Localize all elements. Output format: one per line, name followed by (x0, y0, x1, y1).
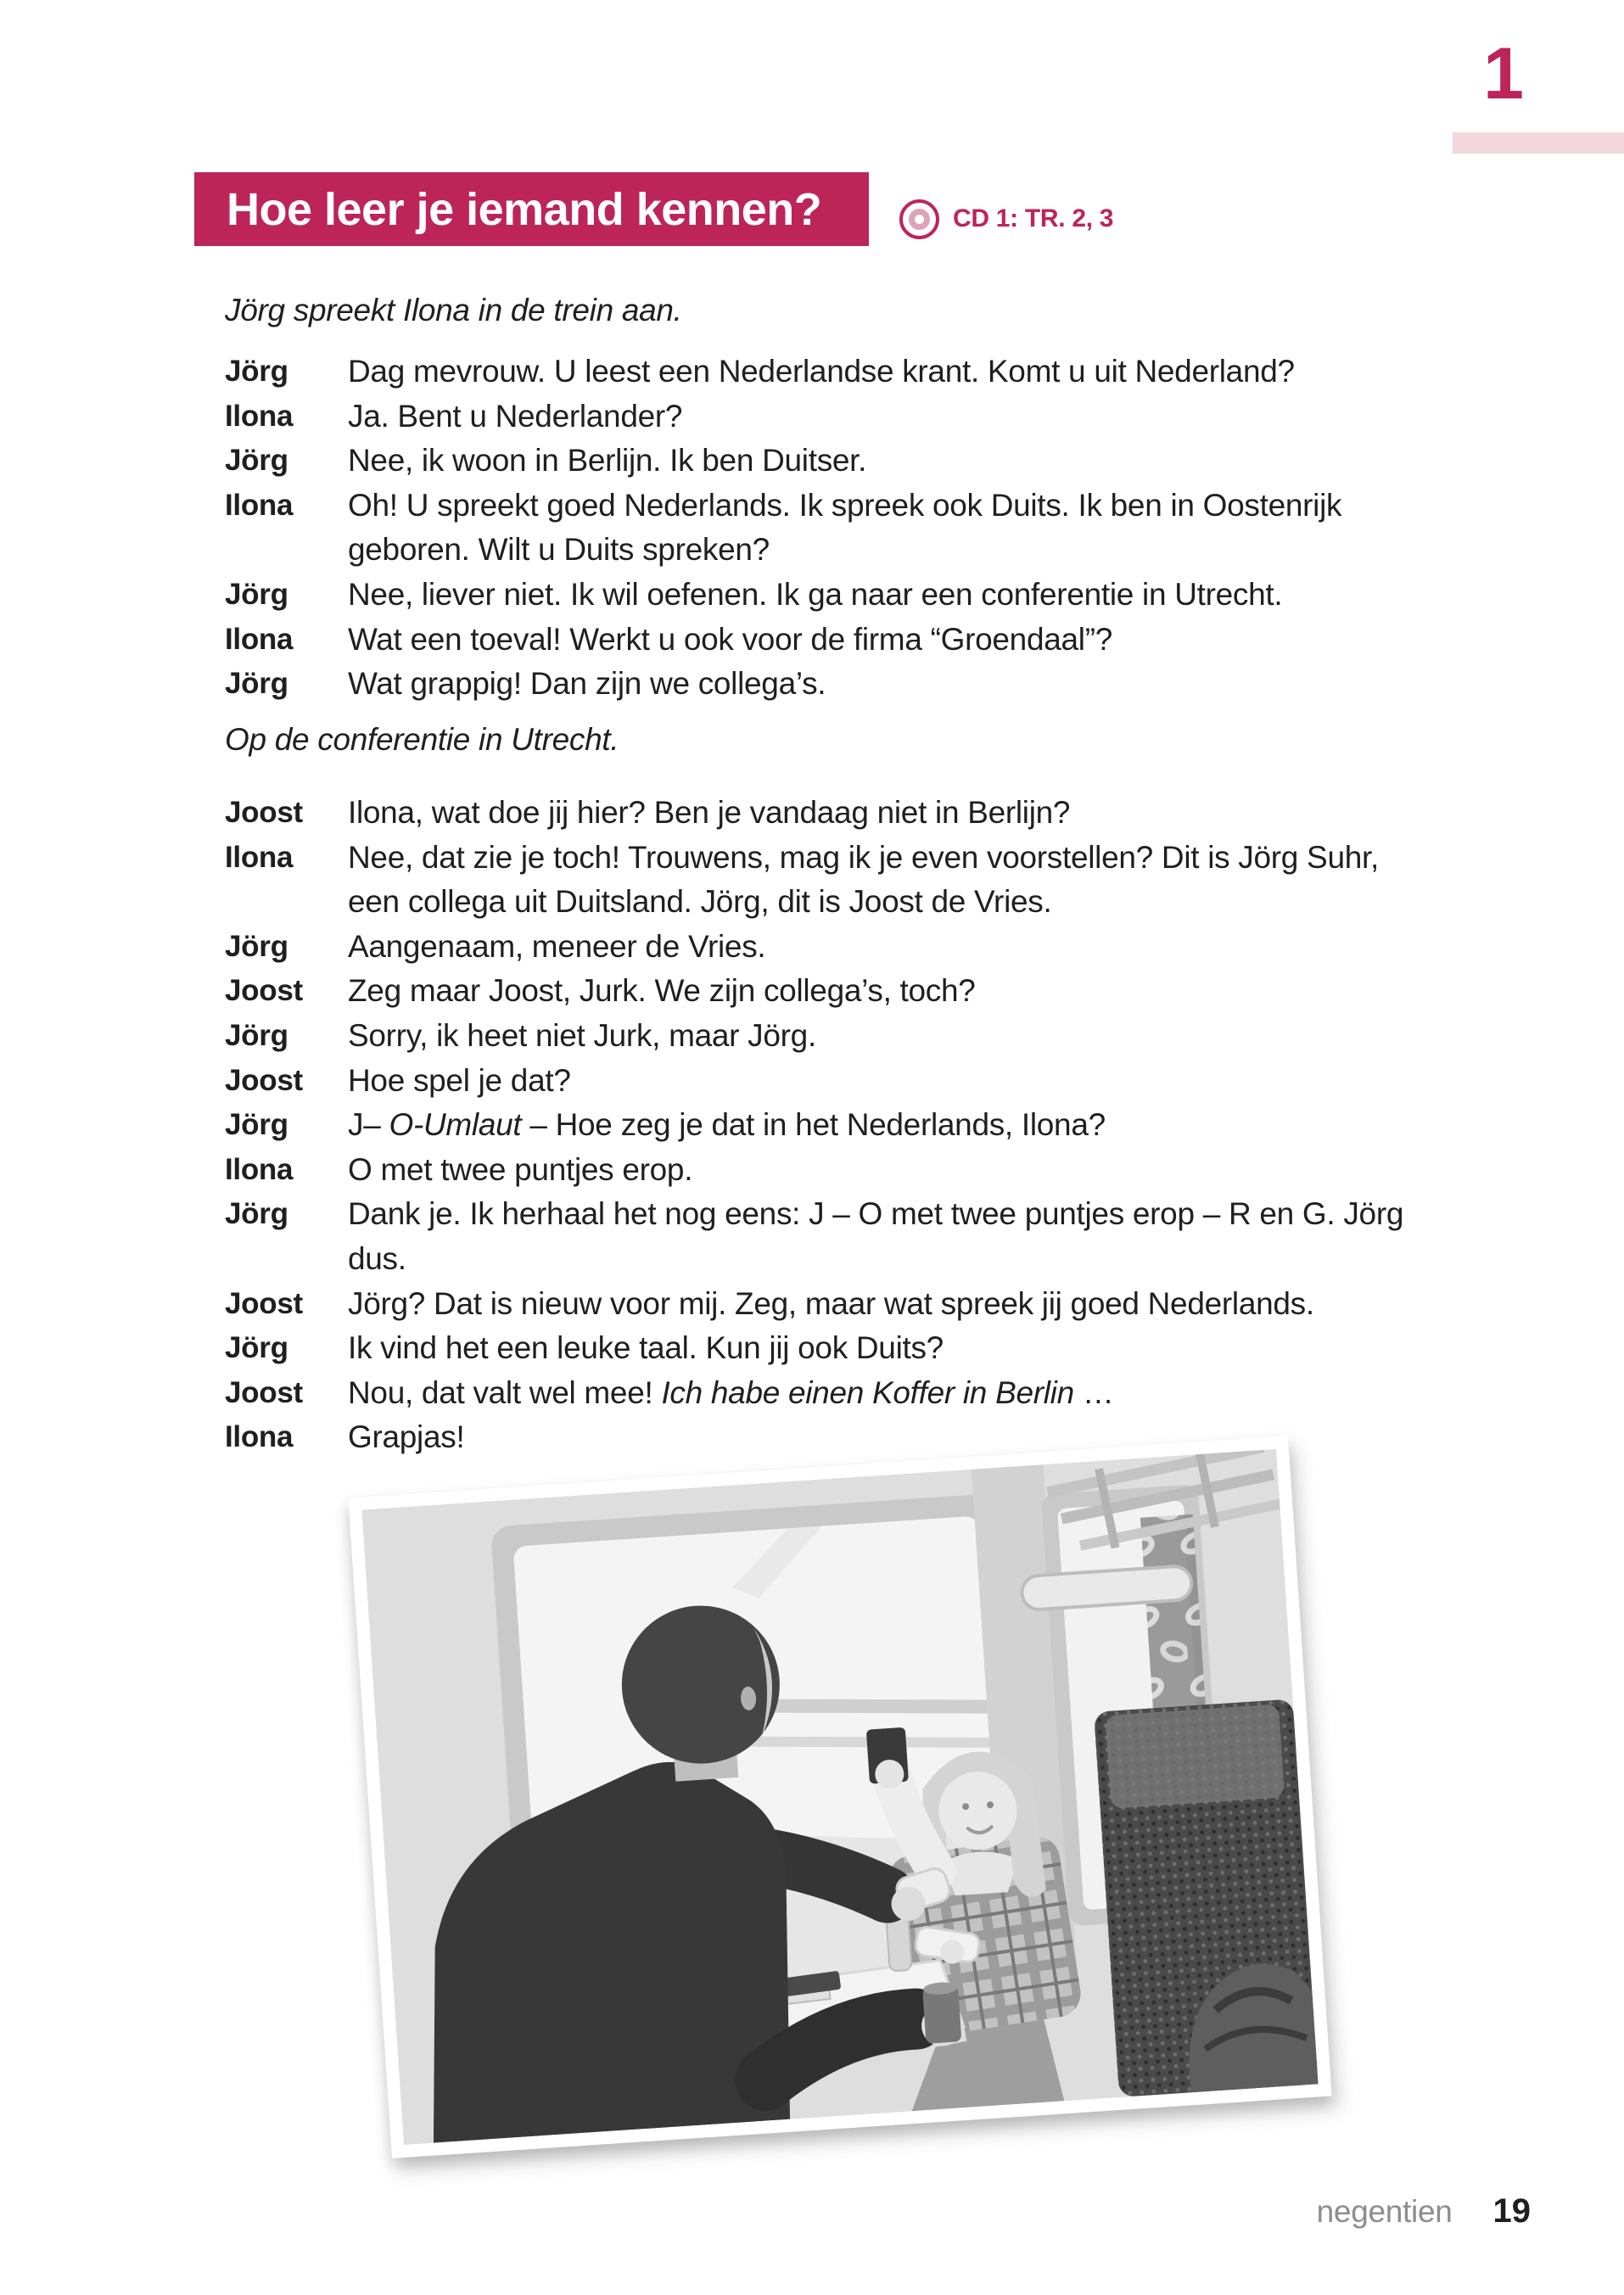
dialogue-line (225, 1103, 1403, 1148)
dialogue-segment: J– (348, 1107, 389, 1143)
dialogue-text (348, 395, 682, 439)
dialogue-line (225, 1059, 1403, 1104)
dialogue-segment: Oh! U spreekt goed Nederlands. Ik spreek ook Duits. Ik ben in Oostenrijk (348, 487, 1342, 523)
dialogue-text (348, 1014, 816, 1059)
speaker-label: Ilona (225, 399, 294, 433)
dialogue-segment: Nee, dat zie je toch! Trouwens, mag ik je even voorstellen? Dit is Jörg Suhr, (348, 839, 1379, 875)
dialogue-text (348, 1282, 1314, 1327)
dialogue-line (225, 1192, 1403, 1281)
dialogue-italic-segment: Ich habe einen Koffer in Berlin (661, 1374, 1074, 1410)
dialogue-segment: Zeg maar Joost, Jurk. We zijn collega’s, toch? (348, 973, 976, 1009)
dialogue-line (225, 1148, 1403, 1193)
train-scene-illustration (361, 1449, 1318, 2145)
dialogue-segment: een collega uit Duitsland. Jörg, dit is Joost de Vries. (348, 884, 1052, 920)
speaker-label: Jörg (225, 929, 288, 963)
dialogue-text (348, 791, 1070, 836)
speaker-label: Jörg (225, 1197, 288, 1231)
dialogue-line (225, 395, 1341, 439)
dialogue-text (348, 836, 1379, 925)
dialogue-line (225, 1282, 1403, 1327)
dialogue-text (348, 925, 765, 970)
dialogue-segment: Nee, ik woon in Berlijn. Ik ben Duitser. (348, 443, 867, 479)
dialogue-line (225, 925, 1403, 970)
dialogue-text (348, 1059, 571, 1104)
audio-track-label: CD 1: TR. 2, 3 (953, 204, 1114, 232)
dialogue-line (225, 439, 1341, 484)
dialogue-text (348, 1192, 1403, 1281)
dialogue-segment: Ik vind het een leuke taal. Kun jij ook Duits? (348, 1330, 944, 1366)
page-number: 19 (1492, 2192, 1531, 2230)
dialogue-segment: Wat een toeval! Werkt u ook voor de firma “Groendaal”? (348, 621, 1112, 657)
dialogue-line (225, 969, 1403, 1014)
speaker-label: Jörg (225, 444, 288, 478)
dialogue-segment: O met twee puntjes erop. (348, 1151, 693, 1187)
dialogue-segment: Hoe spel je dat? (348, 1062, 571, 1098)
speaker-label: Jörg (225, 1331, 288, 1365)
speaker-label: Ilona (225, 1420, 294, 1454)
dialogue-segment: Wat grappig! Dan zijn we collega’s. (348, 666, 826, 702)
speaker-label: Ilona (225, 840, 294, 874)
speaker-label: Jörg (225, 577, 288, 611)
dialogue-italic-segment: O-Umlaut (389, 1107, 522, 1143)
dialogue-text (348, 618, 1112, 663)
speaker-label: Ilona (225, 622, 294, 656)
speaker-label: Jörg (225, 1018, 288, 1052)
dialogue-segment: Ilona, wat doe jij hier? Ben je vandaag niet in Berlijn? (348, 795, 1071, 830)
dialogue-segment: – Hoe zeg je dat in het Nederlands, Ilona? (521, 1107, 1106, 1143)
dialogue-text (348, 439, 866, 484)
speaker-label: Joost (225, 974, 303, 1008)
dialogue-line (225, 350, 1341, 395)
dialogue-text (348, 1415, 464, 1460)
dialogue-text (348, 573, 1282, 618)
dialogue-line (225, 573, 1341, 618)
dialogue-line (225, 484, 1341, 573)
dialogue-text (348, 1371, 1114, 1416)
dialogue-segment: Nee, liever niet. Ik wil oefenen. Ik ga naar een conferentie in Utrecht. (348, 576, 1283, 612)
dialogue-segment: … (1073, 1374, 1114, 1410)
dialogue-text (348, 350, 1295, 395)
dialogue-text (348, 1103, 1106, 1148)
dialogue-block-1 (225, 350, 1341, 707)
unit-accent-bar (1453, 132, 1624, 154)
dialogue-block-2 (225, 791, 1403, 1460)
speaker-label: Jörg (225, 667, 288, 701)
audio-reference (899, 196, 1113, 242)
dialogue-segment: Dank je. Ik herhaal het nog eens: J – O met twee puntjes erop – R en G. Jörg (348, 1196, 1404, 1232)
dialogue-segment: Jörg? Dat is nieuw voor mij. Zeg, maar wat spreek jij goed Nederlands. (348, 1285, 1314, 1321)
train-conversation-photo (348, 1436, 1331, 2158)
speaker-label: Jörg (225, 1108, 288, 1142)
dialogue-line (225, 662, 1341, 707)
dialogue-text (348, 1148, 692, 1193)
page-footer (1188, 2192, 1531, 2231)
page-title: Hoe leer je iemand kennen? (227, 183, 822, 235)
dialogue-text (348, 662, 826, 707)
dialogue-line (225, 1326, 1403, 1371)
stage-direction-2: Op de conferentie in Utrecht. (225, 722, 619, 757)
dialogue-segment: dus. (348, 1240, 406, 1276)
speaker-label: Joost (225, 796, 303, 829)
speaker-label: Joost (225, 1063, 303, 1097)
dialogue-segment: Aangenaam, meneer de Vries. (348, 928, 766, 964)
speaker-label: Ilona (225, 488, 294, 522)
dialogue-text (348, 484, 1341, 573)
dialogue-segment: Grapjas! (348, 1419, 465, 1455)
speaker-label: Jörg (225, 355, 288, 388)
speaker-label: Joost (225, 1286, 303, 1320)
dialogue-segment: Dag mevrouw. U leest een Nederlandse krant. Komt u uit Nederland? (348, 354, 1295, 389)
dialogue-line (225, 791, 1403, 836)
cd-hole-icon (909, 209, 930, 230)
dialogue-line (225, 1371, 1403, 1416)
dialogue-segment: Ja. Bent u Nederlander? (348, 398, 683, 434)
chapter-title-banner (194, 172, 869, 246)
unit-number: 1 (1483, 33, 1524, 115)
stage-direction-1: Jörg spreekt Ilona in de trein aan. (225, 293, 682, 327)
speaker-label: Ilona (225, 1152, 294, 1186)
dialogue-segment: Sorry, ik heet niet Jurk, maar Jörg. (348, 1017, 816, 1053)
speaker-label: Joost (225, 1375, 303, 1409)
dialogue-segment: geboren. Wilt u Duits spreken? (348, 532, 770, 568)
dialogue-text (348, 969, 976, 1014)
dialogue-line (225, 836, 1403, 925)
dialogue-text (348, 1326, 944, 1371)
cd-icon (899, 199, 939, 239)
dialogue-line (225, 618, 1341, 663)
page-number-word: negentien (1316, 2194, 1453, 2229)
dialogue-line (225, 1014, 1403, 1059)
dialogue-segment: Nou, dat valt wel mee! (348, 1374, 662, 1410)
